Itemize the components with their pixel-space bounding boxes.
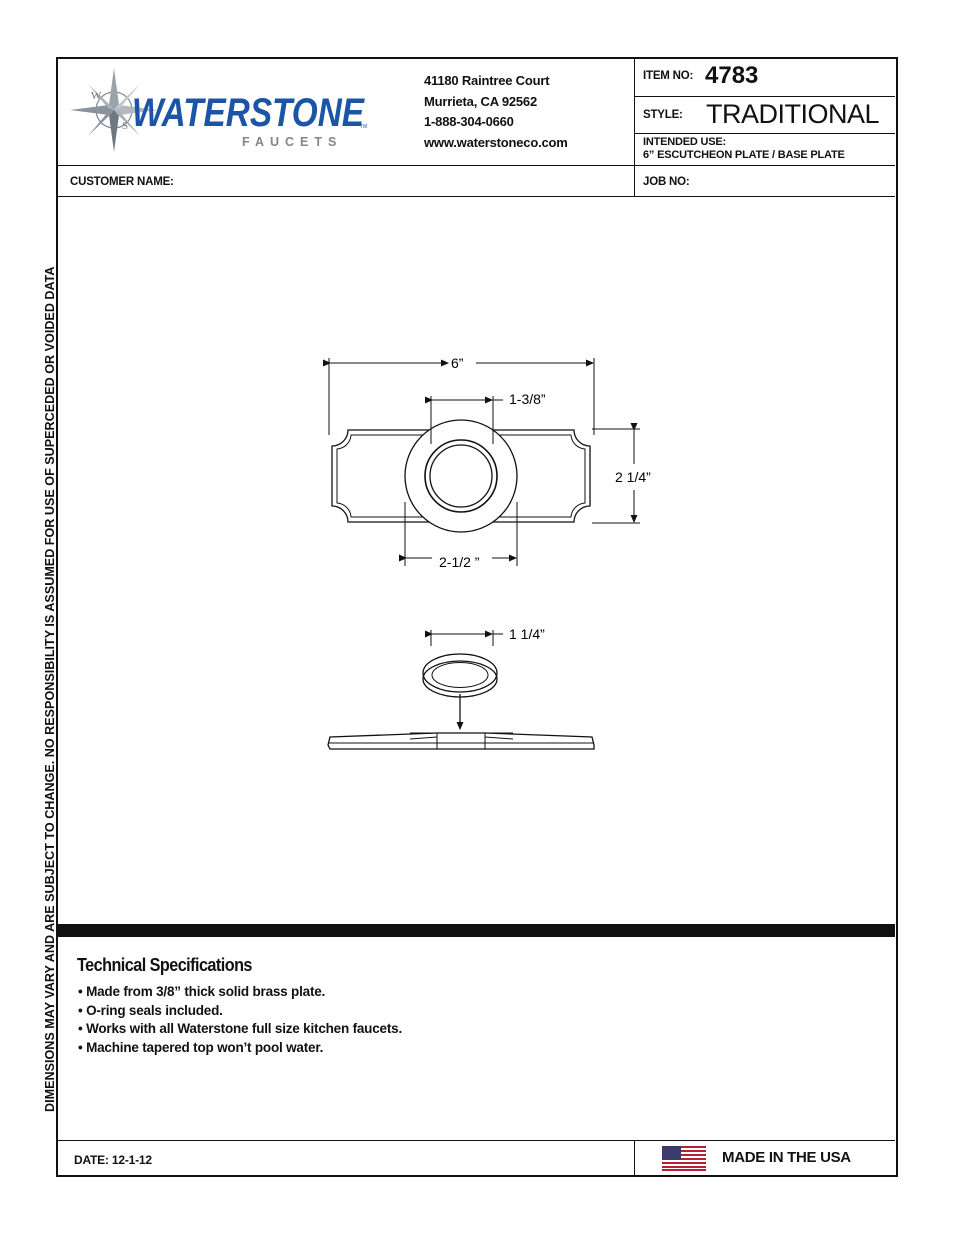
header-vertical-divider [634,59,635,197]
intended-use-value: 6” ESCUTCHEON PLATE / BASE PLATE [643,149,845,161]
style-use-divider [634,133,895,134]
dim-height-label: 2 1/4” [615,469,651,485]
dim-width-label: 6” [451,355,464,371]
intended-use [643,136,845,162]
address-website: www.waterstoneco.com [424,134,568,150]
dim-hole-label: 1-3/8” [509,391,546,407]
specs-title: Technical Specifications [77,955,252,975]
intended-use-label: INTENDED USE: [643,136,726,148]
us-flag-icon [662,1146,706,1171]
address-street: 41180 Raintree Court [424,73,550,88]
logo-tm: TM [360,124,368,130]
item-no-label: ITEM NO: [643,70,694,82]
footer-divider [58,1140,895,1141]
waterstone-logo [66,66,376,158]
dim-ring-label: 2-1/2 ” [439,554,480,570]
logo-w-letter: W [91,90,102,102]
style-label: STYLE: [643,109,683,121]
company-address [424,71,568,153]
address-phone: 1-888-304-0660 [424,114,514,129]
date-label: DATE: 12-1-12 [74,1153,152,1167]
job-no-label: JOB NO: [643,176,690,188]
compass-rose-icon [66,66,376,158]
spec-item: • Works with all Waterstone full size kitchen faucets. [78,1021,403,1036]
footer-vertical-divider [634,1140,635,1175]
outer-ring [405,420,517,532]
item-style-divider [634,96,895,97]
logo-s-letter: S [122,120,129,132]
specs-list [78,983,402,1057]
logo-faucets: FAUCETS [242,135,343,149]
o-ring [423,654,497,697]
dim-oring-label: 1 1/4” [509,626,545,642]
base-plate-side-view [328,733,594,749]
item-no-value: 4783 [705,62,759,89]
section-divider-bar [58,924,895,937]
address-city: Murrieta, CA 92562 [424,93,537,109]
side-disclaimer: DIMENSIONS MAY VARY AND ARE SUBJECT TO CHANGE. NO RESPONSIBILITY IS ASSUMED FOR USE OF SUPERCEDED OR VOIDED DATA [43,266,57,1112]
header-divider [58,165,895,166]
style-value: TRADITIONAL [706,99,880,129]
logo-wordmark: WATERSTONE [132,91,366,135]
technical-drawing [300,340,680,760]
spec-item: • Machine tapered top won’t pool water. [78,1039,324,1055]
customer-row-divider [58,196,895,197]
spec-item: • Made from 3/8” thick solid brass plate. [78,984,326,999]
customer-name-label: CUSTOMER NAME: [70,176,174,188]
spec-item: • O-ring seals included. [78,1002,223,1018]
made-in-usa: MADE IN THE USA [722,1149,851,1166]
